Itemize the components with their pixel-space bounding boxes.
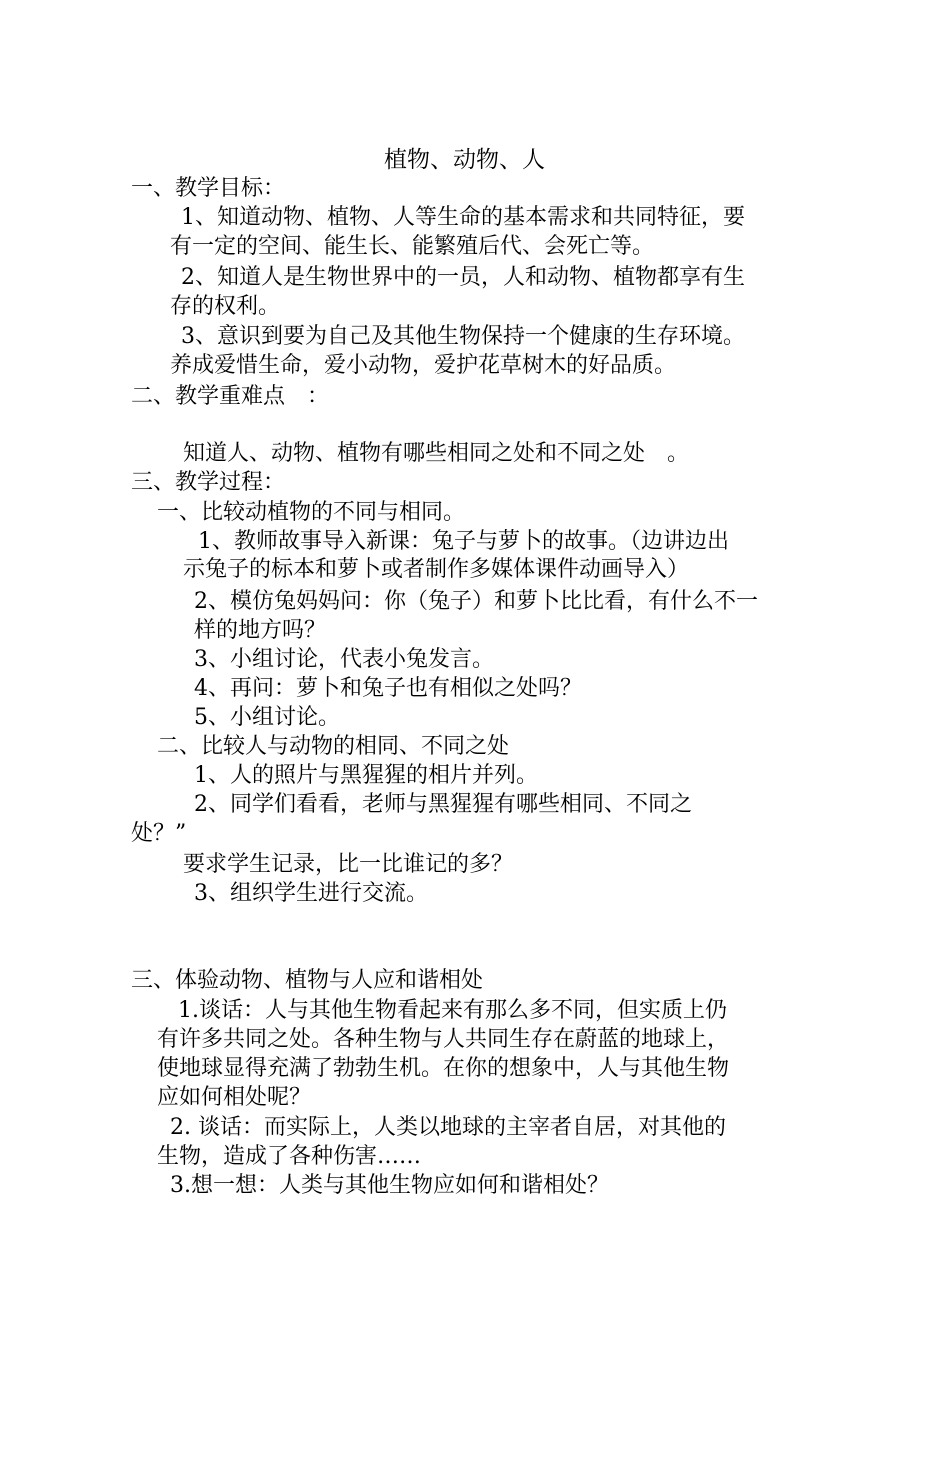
section-heading-process: 三、教学过程： [131,470,286,495]
paragraph-line: 处？” [131,821,187,846]
paragraph-line: 3.想一想：人类与其他生物应如何和谐相处？ [170,1173,609,1198]
paragraph-line: 2、知道人是生物世界中的一员，人和动物、植物都享有生 [181,265,745,290]
paragraph-line: 1.谈话：人与其他生物看起来有那么多不同，但实质上仍 [178,998,727,1023]
paragraph-line: 示兔子的标本和萝卜或者制作多媒体课件动画导入） [183,557,690,582]
section-heading-objectives: 一、教学目标： [131,176,286,201]
paragraph-line: 4、再问：萝卜和兔子也有相似之处吗？ [194,676,582,701]
paragraph-line: 样的地方吗？ [194,618,327,643]
paragraph-line: 使地球显得充满了勃勃生机。在你的想象中，人与其他生物 [157,1056,730,1081]
paragraph-line: 3、意识到要为自己及其他生物保持一个健康的生存环境。 [181,324,745,349]
paragraph-line: 有一定的空间、能生长、能繁殖后代、会死亡等。 [170,234,655,259]
subheading-line: 一、比较动植物的不同与相同。 [157,500,466,525]
paragraph-line: 2. 谈话：而实际上，人类以地球的主宰者自居，对其他的 [170,1115,726,1140]
paragraph-line: 3、组织学生进行交流。 [194,881,428,906]
paragraph-line: 应如何相处呢？ [157,1085,312,1110]
paragraph-line: 1、教师故事导入新课：兔子与萝卜的故事。（边讲边出 [198,529,729,554]
section-heading-key-points: 二、教学重难点 ： [131,384,330,409]
paragraph-line: 5、小组讨论。 [194,705,340,730]
subheading-line: 二、比较人与动物的相同、不同之处 [157,734,510,759]
paragraph-line: 2、同学们看看，老师与黑猩猩有哪些相同、不同之 [194,792,692,817]
section-heading-harmony: 三、体验动物、植物与人应和谐相处 [131,968,484,993]
paragraph-line: 要求学生记录，比一比谁记的多？ [183,852,514,877]
paragraph-line: 3、小组讨论，代表小兔发言。 [194,647,494,672]
paragraph-line: 2、模仿兔妈妈问：你（兔子）和萝卜比比看，有什么不一 [194,589,758,614]
paragraph-line: 生物，造成了各种伤害…… [157,1144,422,1169]
paragraph-line: 1、人的照片与黑猩猩的相片并列。 [194,763,538,788]
paragraph-line: 知道人、动物、植物有哪些相同之处和不同之处 。 [183,441,690,466]
paragraph-line: 1、知道动物、植物、人等生命的基本需求和共同特征，要 [181,205,745,230]
paragraph-line: 有许多共同之处。各种生物与人共同生存在蔚蓝的地球上， [157,1027,730,1052]
paragraph-line: 养成爱惜生命，爱小动物，爱护花草树木的好品质。 [170,353,677,378]
paragraph-line: 存的权利。 [170,294,281,319]
document-title: 植物、动物、人 [384,147,545,173]
